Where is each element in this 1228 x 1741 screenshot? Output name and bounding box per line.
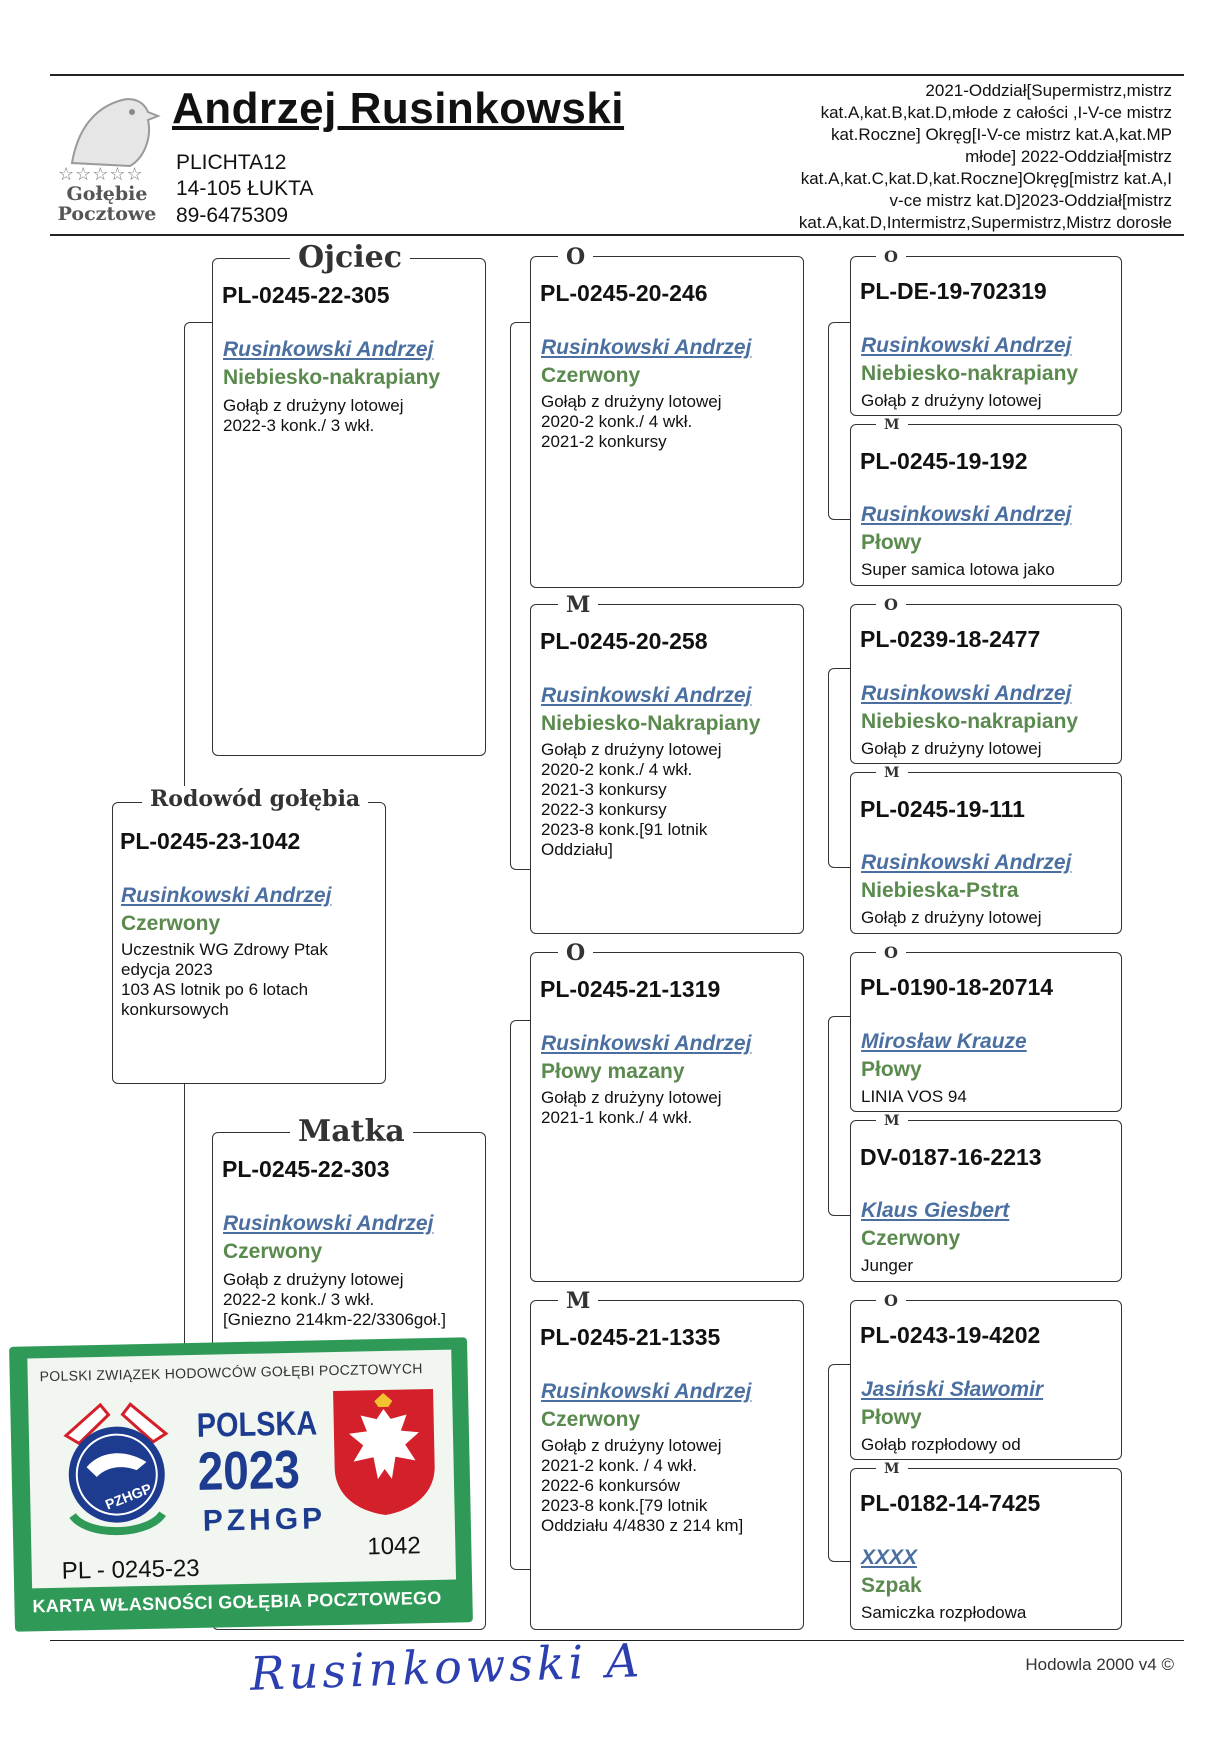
note-line: 2020-2 konk./ 4 wkł.: [541, 412, 693, 431]
grandparent-ring: PL-0245-21-1335: [540, 1324, 721, 1350]
grandparent-title: O: [558, 244, 593, 270]
grandparent-notes: [541, 1088, 721, 1128]
grandparent-notes: [541, 740, 721, 860]
card-country: POLSKA: [196, 1404, 318, 1445]
father-color: Niebiesko-nakrapiany: [223, 366, 441, 389]
great-grandparent-ring: PL-DE-19-702319: [860, 278, 1047, 304]
awards-line: młode] 2022-Oddział[mistrz: [965, 147, 1172, 166]
grandparent-color: Niebiesko-Nakrapiany: [541, 712, 761, 735]
great-grandparent-owner[interactable]: XXXX: [861, 1546, 918, 1569]
great-grandparent-title: O: [876, 1291, 906, 1310]
note-line: Oddziału]: [541, 840, 613, 859]
awards-line: 2021-Oddział[Supermistrz,mistrz: [925, 81, 1172, 100]
great-grandparent-owner[interactable]: Rusinkowski Andrzej: [861, 851, 1072, 874]
grandparent-ring: PL-0245-21-1319: [540, 976, 721, 1002]
great-grandparent-owner[interactable]: Klaus Giesbert: [861, 1199, 1010, 1222]
grandparent-title: O: [558, 940, 593, 966]
great-grandparent-ring: PL-0243-19-4202: [860, 1322, 1041, 1348]
great-grandparent-note: Samiczka rozpłodowa: [861, 1603, 1027, 1622]
grandparent-notes: [541, 1436, 743, 1536]
awards-line: kat.A,kat.D,Intermistrz,Supermistrz,Mistrz dorosłe: [798, 213, 1172, 232]
note-line: 2023-8 konk.[91 lotnik: [541, 820, 708, 839]
header-bottom-rule: [50, 234, 1184, 236]
great-grandparent-owner[interactable]: Rusinkowski Andrzej: [861, 503, 1072, 526]
great-grandparent-ring: PL-0245-19-192: [860, 448, 1028, 474]
breeder-city: 14-105 ŁUKTA: [176, 177, 314, 200]
great-grandparent-note: Junger: [861, 1256, 913, 1275]
great-grandparent-title: O: [876, 595, 906, 614]
great-grandparent-ring: PL-0190-18-20714: [860, 974, 1054, 1000]
ownership-card: [9, 1337, 473, 1632]
note-line: 2022-3 konk./ 3 wkł.: [223, 416, 375, 435]
note-line: 2023-8 konk.[79 lotnik: [541, 1496, 708, 1515]
grandparent-color: Płowy mazany: [541, 1060, 685, 1083]
note-line: Gołąb z drużyny lotowej: [541, 392, 722, 411]
grandparent-owner[interactable]: Rusinkowski Andrzej: [541, 1380, 752, 1403]
great-grandparent-note: Gołąb z drużyny lotowej: [861, 908, 1042, 927]
awards-line: kat.A,kat.C,kat.D,kat.Roczne]Okręg[mistrz kat.A,I: [800, 169, 1172, 188]
note-line: 2022-2 konk./ 3 wkł.: [223, 1290, 375, 1309]
mother-notes: [223, 1270, 446, 1330]
subject-color: Czerwony: [121, 912, 221, 935]
great-grandparent-title: M: [876, 1113, 908, 1129]
card-year: 2023: [197, 1439, 301, 1502]
grandparent-title: M: [558, 592, 598, 618]
note-line: Gołąb z drużyny lotowej: [223, 396, 404, 415]
awards-line: v-ce mistrz kat.D]2023-Oddział[mistrz: [889, 191, 1172, 210]
breeder-name: Andrzej Rusinkowski: [172, 84, 625, 133]
great-grandparent-title: O: [876, 943, 906, 962]
grandparent-ring: PL-0245-20-258: [540, 628, 708, 654]
great-grandparent-owner[interactable]: Rusinkowski Andrzej: [861, 334, 1072, 357]
great-grandparent-note: Gołąb z drużyny lotowej: [861, 739, 1042, 758]
grandparent-color: Czerwony: [541, 1408, 641, 1431]
grandparent-owner[interactable]: Rusinkowski Andrzej: [541, 336, 752, 359]
ownership-card-panel: [27, 1350, 456, 1589]
father-title: Ojciec: [290, 240, 410, 275]
note-line: Gołąb z drużyny lotowej: [223, 1270, 404, 1289]
great-grandparent-title: M: [876, 1461, 908, 1477]
card-ring-number: 1042: [367, 1532, 421, 1561]
father-notes: [223, 396, 403, 436]
logo-stars: ☆☆☆☆☆: [58, 164, 144, 184]
note-line: konkursowych: [121, 1000, 229, 1019]
great-grandparent-title: M: [876, 417, 908, 433]
note-line: 103 AS lotnik po 6 lotach: [121, 980, 309, 999]
great-grandparent-color: Płowy: [861, 531, 922, 554]
polish-eagle-emblem-icon: [330, 1386, 439, 1518]
great-grandparent-ring: PL-0245-19-111: [860, 796, 1025, 822]
great-grandparent-color: Niebiesko-nakrapiany: [861, 362, 1079, 385]
note-line: Gołąb z drużyny lotowej: [541, 1088, 722, 1107]
grandparent-ring: PL-0245-20-246: [540, 280, 708, 306]
note-line: Uczestnik WG Zdrowy Ptak: [121, 940, 328, 959]
great-grandparent-ring: PL-0239-18-2477: [860, 626, 1041, 652]
pigeon-head-icon: [52, 88, 162, 168]
breeder-street: PLICHTA12: [176, 151, 287, 174]
note-line: [Gniezno 214km-22/3306goł.]: [223, 1310, 447, 1329]
grandparent-owner[interactable]: Rusinkowski Andrzej: [541, 1032, 752, 1055]
note-line: Gołąb z drużyny lotowej: [541, 740, 722, 759]
awards-text: [702, 80, 1172, 234]
note-line: 2021-3 konkursy: [541, 780, 667, 799]
great-grandparent-note: Super samica lotowa jako: [861, 560, 1055, 579]
mother-color: Czerwony: [223, 1240, 323, 1263]
note-line: 2021-2 konk. / 4 wkł.: [541, 1456, 697, 1475]
father-owner[interactable]: Rusinkowski Andrzej: [223, 338, 434, 361]
card-ring-prefix: PL - 0245-23: [61, 1554, 200, 1585]
note-line: 2022-3 konkursy: [541, 800, 667, 819]
great-grandparent-ring: PL-0182-14-7425: [860, 1490, 1041, 1516]
great-grandparent-title: M: [876, 765, 908, 781]
great-grandparent-note: Gołąb rozpłodowy od: [861, 1435, 1021, 1454]
software-credit: Hodowla 2000 v4 ©: [1025, 1655, 1174, 1674]
great-grandparent-color: Czerwony: [861, 1227, 961, 1250]
father-ring: PL-0245-22-305: [222, 282, 390, 308]
note-line: 2022-6 konkursów: [541, 1476, 680, 1495]
card-org: POLSKI ZWIĄZEK HODOWCÓW GOŁĘBI POCZTOWYCH: [39, 1360, 423, 1385]
mother-owner[interactable]: Rusinkowski Andrzej: [223, 1212, 434, 1235]
logo: [52, 88, 162, 228]
great-grandparent-title: O: [876, 247, 906, 266]
note-line: edycja 2023: [121, 960, 213, 979]
mother-title: Matka: [290, 1114, 413, 1149]
great-grandparent-note: LINIA VOS 94: [861, 1087, 967, 1106]
mother-ring: PL-0245-22-303: [222, 1156, 390, 1182]
great-grandparent-color: Płowy: [861, 1406, 922, 1429]
note-line: Oddziału 4/4830 z 214 km]: [541, 1516, 744, 1535]
grandparent-notes: [541, 392, 721, 452]
grandparent-title: M: [558, 1288, 598, 1314]
great-grandparent-owner[interactable]: Rusinkowski Andrzej: [861, 682, 1072, 705]
pzhgp-emblem-icon: [40, 1393, 193, 1546]
father-card[interactable]: [212, 258, 486, 756]
awards-line: kat.A,kat.B,kat.D,młode z całości ,I-V-ce mistrz: [820, 103, 1172, 122]
awards-line: kat.Roczne] Okręg[I-V-ce mistrz kat.A,kat.MP: [830, 125, 1172, 144]
great-grandparent-color: Niebiesko-nakrapiany: [861, 710, 1079, 733]
breeder-phone: 89-6475309: [176, 204, 289, 227]
note-line: Gołąb z drużyny lotowej: [541, 1436, 722, 1455]
subject-ring: PL-0245-23-1042: [120, 828, 301, 854]
note-line: 2021-2 konkursy: [541, 432, 667, 451]
subject-title: Rodowód gołębia: [142, 786, 368, 812]
great-grandparent-ring: DV-0187-16-2213: [860, 1144, 1042, 1170]
card-assoc: PZHGP: [202, 1502, 327, 1538]
card-badge: PZHGP: [102, 1480, 154, 1513]
signature: Rusinkowski A: [249, 1633, 645, 1701]
note-line: 2021-1 konk./ 4 wkł.: [541, 1108, 693, 1127]
grandparent-color: Czerwony: [541, 364, 641, 387]
great-grandparent-owner[interactable]: Mirosław Krauze: [861, 1030, 1027, 1053]
great-grandparent-owner[interactable]: Jasiński Sławomir: [861, 1378, 1044, 1401]
logo-line2: Pocztowe: [57, 203, 157, 225]
great-grandparent-color: Szpak: [861, 1574, 922, 1597]
great-grandparent-color: Niebieska-Pstra: [861, 879, 1019, 902]
great-grandparent-color: Płowy: [861, 1058, 922, 1081]
header-top-rule: [50, 74, 1184, 76]
grandparent-owner[interactable]: Rusinkowski Andrzej: [541, 684, 752, 707]
card-footer: KARTA WŁASNOŚCI GOŁĘBIA POCZTOWEGO: [32, 1587, 442, 1617]
subject-owner[interactable]: Rusinkowski Andrzej: [121, 884, 332, 907]
note-line: 2020-2 konk./ 4 wkł.: [541, 760, 693, 779]
logo-line1: Gołębie: [66, 183, 148, 205]
subject-notes: [121, 940, 328, 1020]
great-grandparent-note: Gołąb z drużyny lotowej: [861, 391, 1042, 410]
